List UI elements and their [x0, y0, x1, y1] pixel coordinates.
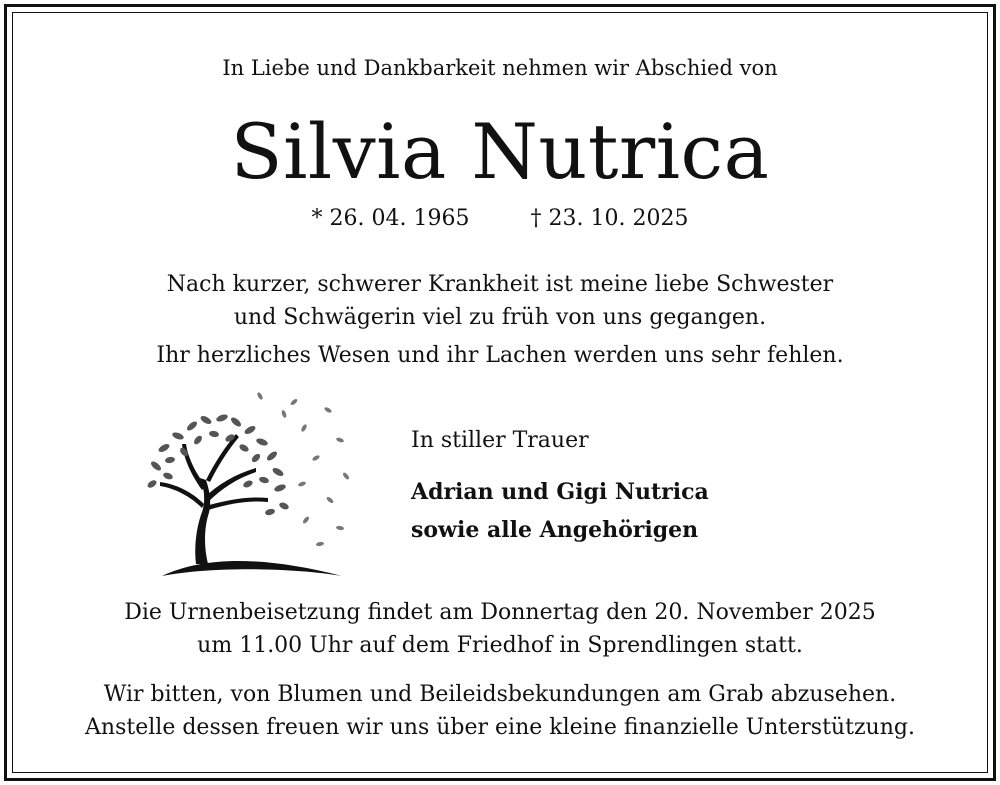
funeral-info — [0, 596, 1000, 662]
birth-date: * 26. 04. 1965 — [311, 206, 470, 231]
tree-with-falling-leaves-icon — [144, 388, 356, 582]
donation-request — [0, 678, 1000, 744]
life-dates — [0, 206, 1000, 231]
death-date: † 23. 10. 2025 — [530, 206, 689, 231]
message-line-2: und Schwägerin viel zu früh von uns gegangen. — [233, 305, 767, 330]
mourner-names: Adrian und Gigi Nutrica — [411, 479, 709, 505]
intro-text: In Liebe und Dankbarkeit nehmen wir Abschied von — [222, 56, 778, 80]
request-line-1: Wir bitten, von Blumen und Beileidsbekundungen am Grab abzusehen. — [103, 682, 897, 707]
deceased-name: Silvia Nutrica — [230, 107, 770, 196]
message-line-1: Nach kurzer, schwerer Krankheit ist meine liebe Schwester — [166, 272, 834, 297]
mourning-heading: In stiller Trauer — [411, 428, 589, 453]
request-line-2: Anstelle dessen freuen wir uns über eine kleine finanzielle Unterstützung. — [85, 715, 915, 740]
message-line-3: Ihr herzliches Wesen und ihr Lachen werden uns sehr fehlen. — [156, 343, 844, 368]
message-block — [0, 268, 1000, 334]
mourner-relatives: sowie alle Angehörigen — [411, 517, 699, 543]
funeral-line-1: Die Urnenbeisetzung findet am Donnertag den 20. November 2025 — [124, 600, 876, 625]
funeral-line-2: um 11.00 Uhr auf dem Friedhof in Sprendlingen statt. — [197, 633, 803, 658]
